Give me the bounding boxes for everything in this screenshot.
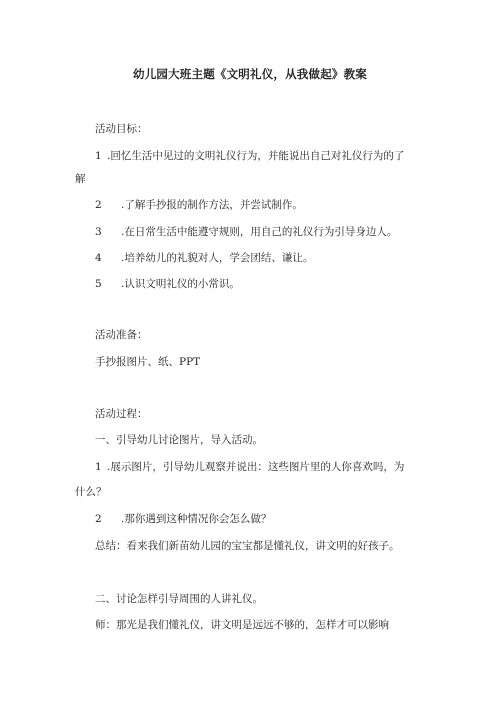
prep-heading: 活动准备：: [95, 329, 148, 341]
goal-item-4: [95, 251, 313, 265]
goal-item-5: [95, 277, 240, 291]
goal-item-1-text: .回忆生活中见过的文明礼仪行为，并能说出自己对礼仪行为的了: [107, 150, 405, 162]
goal-item-1-continuation: 解: [75, 173, 86, 185]
process-step-1-item-1-number: 1: [95, 461, 102, 473]
prep-materials: 手抄报图片、纸、PPT: [95, 356, 201, 368]
document-title: 幼儿园大班主题《文明礼仪，从我做起》教案: [133, 67, 367, 81]
process-step-1-item-2-number: 2: [95, 513, 102, 525]
goal-item-2-number: 2: [95, 199, 102, 211]
process-teacher-line: 师：那光是我们懂礼仪，讲文明是远远不够的，怎样才可以影响: [95, 619, 389, 631]
goal-item-2: [95, 198, 303, 212]
process-step-1-item-1-text: .展示图片，引导幼儿观察并说出：这些图片里的人你喜欢吗，为: [107, 461, 405, 473]
process-step-2-title: 二、讨论怎样引导周围的人讲礼仪。: [95, 593, 263, 605]
goal-item-2-text: .了解手抄报的制作方法，并尝试制作。: [121, 199, 303, 211]
process-step-1-item-2: [95, 512, 271, 526]
goal-item-4-text: .培养幼儿的礼貌对人，学会团结、谦让。: [121, 252, 314, 264]
goal-item-4-number: 4: [95, 252, 102, 264]
goals-heading: 活动目标：: [95, 123, 148, 135]
goal-item-5-text: .认识文明礼仪的小常识。: [121, 278, 240, 290]
goal-item-3-text: .在日常生活中能遵守规则，用自己的礼仪行为引导身边人。: [121, 226, 398, 238]
goal-item-1: [95, 149, 404, 163]
goal-item-3: [95, 225, 397, 239]
process-step-1-title: 一、引导幼儿讨论图片，导入活动。: [95, 434, 263, 446]
goal-item-5-number: 5: [95, 278, 102, 290]
process-step-1-item-1: [95, 460, 404, 474]
process-heading: 活动过程：: [95, 408, 148, 420]
process-step-1-item-2-text: .那你遇到这种情况你会怎么做？: [121, 513, 272, 525]
goal-item-1-number: 1: [95, 150, 102, 162]
goal-item-3-number: 3: [95, 226, 102, 238]
process-step-1-item-1-continuation: 什么？: [75, 486, 107, 498]
process-summary: 总结：看来我们新苗幼儿园的宝宝都是懂礼仪，讲文明的好孩子。: [95, 540, 400, 552]
